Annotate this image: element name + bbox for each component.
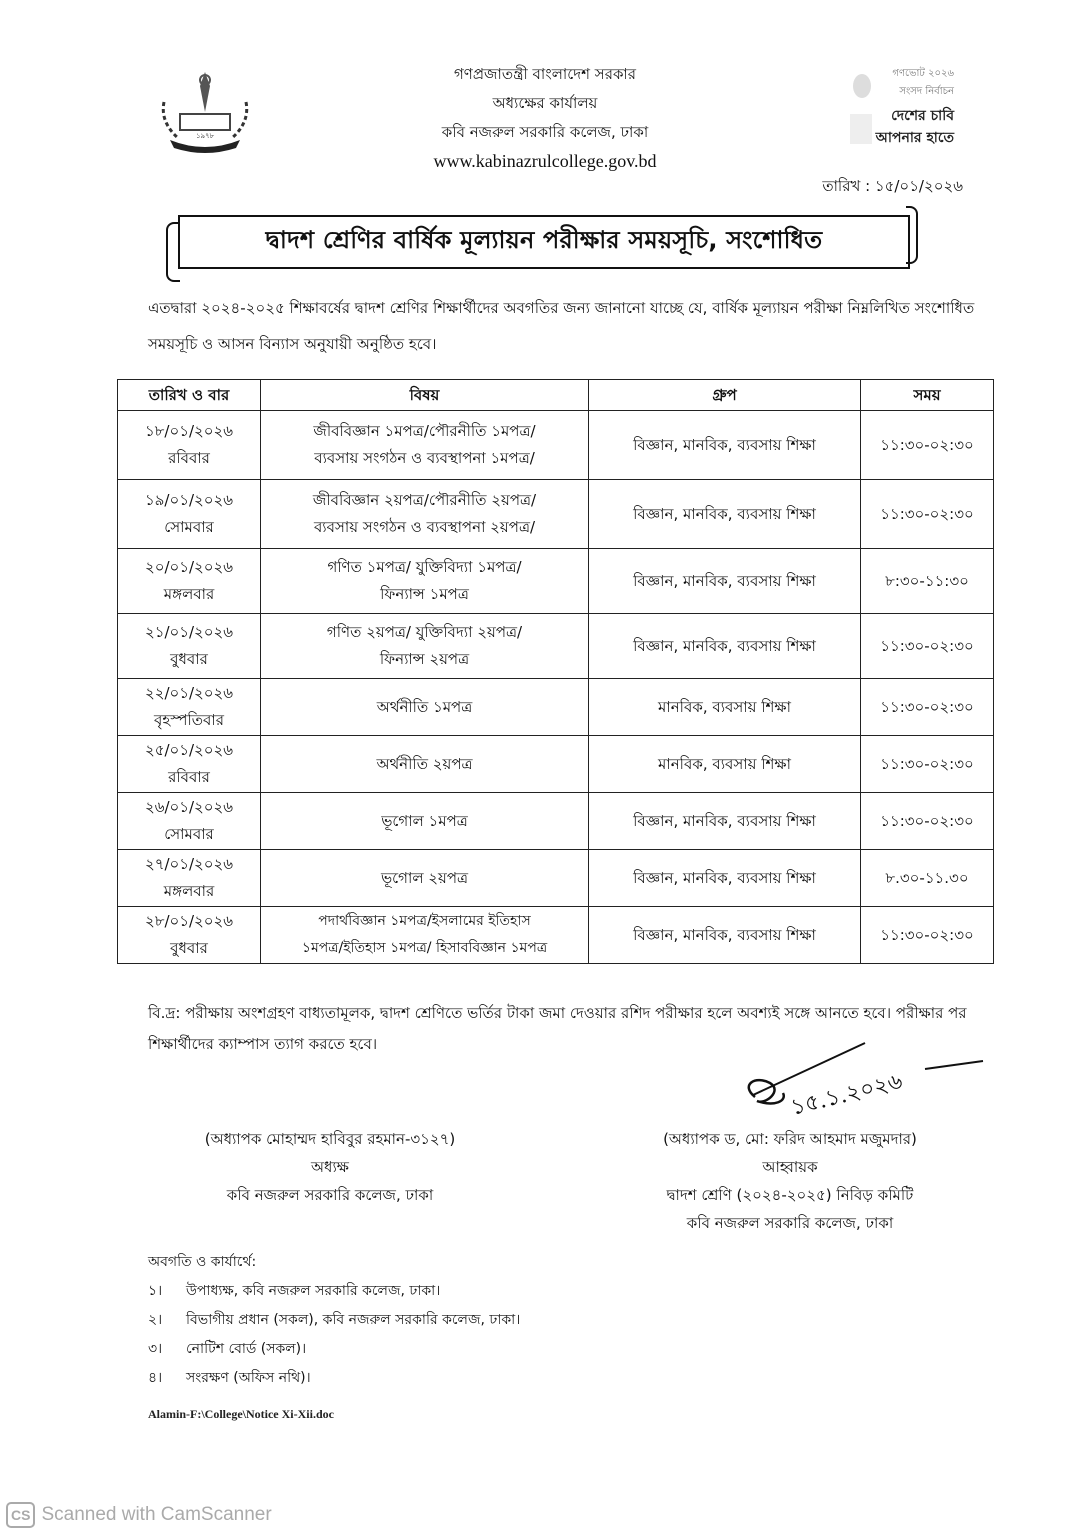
college-name: কবি নজরুল সরকারি কলেজ, ঢাকা <box>441 123 649 141</box>
camscanner-text: Scanned with CamScanner <box>41 1504 272 1525</box>
table-row <box>118 480 994 549</box>
group-cell: বিজ্ঞান, মানবিক, ব্যবসায় শিক্ষা <box>589 614 861 679</box>
cc-item <box>148 1306 748 1335</box>
cc-number: ৩। <box>148 1341 163 1357</box>
exam-day: মঙ্গলবার <box>163 585 215 603</box>
thumbprint-icon <box>848 70 878 150</box>
exam-date: ২৭/০১/২০২৬ <box>144 855 234 873</box>
time-cell: ৮:৩০-১১:৩০ <box>861 549 994 614</box>
office-header <box>370 60 720 176</box>
signatory-convener <box>600 1125 980 1237</box>
exam-day: বুধবার <box>170 650 208 668</box>
subject-cell <box>261 614 589 679</box>
exam-day: সোমবার <box>164 825 214 843</box>
time-cell: ১১:৩০-০২:৩০ <box>861 793 994 850</box>
date-cell <box>118 549 261 614</box>
date-cell <box>118 411 261 480</box>
table-row <box>118 679 994 736</box>
table-row <box>118 907 994 964</box>
table-header-row <box>118 380 994 411</box>
principal-institution: কবি নজরুল সরকারি কলেজ, ঢাকা <box>226 1186 434 1204</box>
subject-cell: ভূগোল ২য়পত্র <box>261 850 589 907</box>
col-header-time: সময় <box>861 380 994 411</box>
subject-cell: অর্থনীতি ২য়পত্র <box>261 736 589 793</box>
subject-cell <box>261 411 589 480</box>
exam-schedule-table <box>117 379 994 964</box>
group-cell: বিজ্ঞান, মানবিক, ব্যবসায় শিক্ষা <box>589 793 861 850</box>
cc-number: ৪। <box>148 1370 163 1386</box>
subject-line: ফিন্যান্স ১মপত্র <box>380 585 469 603</box>
subject-line: জীববিজ্ঞান ১মপত্র/পৌরনীতি ১মপত্র/ <box>313 422 536 440</box>
subject-cell: ভূগোল ১মপত্র <box>261 793 589 850</box>
subject-line: পদার্থবিজ্ঞান ১মপত্র/ইসলামের ইতিহাস <box>318 913 531 929</box>
principal-name: (অধ্যাপক মোহাম্মদ হাবিবুর রহমান-৩১২৭) <box>204 1130 456 1148</box>
election-line-1: গণভোট ২০২৬ <box>892 68 954 79</box>
college-crest-icon <box>150 62 260 154</box>
col-header-date: তারিখ ও বার <box>118 380 261 411</box>
election-line-3: দেশের চাবি <box>891 108 954 124</box>
subject-line: জীববিজ্ঞান ২য়পত্র/পৌরনীতি ২য়পত্র/ <box>312 491 537 509</box>
date-cell <box>118 907 261 964</box>
group-cell: মানবিক, ব্যবসায় শিক্ষা <box>589 679 861 736</box>
subject-line: গণিত ২য়পত্র/ যুক্তিবিদ্যা ২য়পত্র/ <box>326 623 523 641</box>
subject-line: ব্যবসায় সংগঠন ও ব্যবস্থাপনা ২য়পত্র/ <box>313 518 536 536</box>
subject-cell <box>261 549 589 614</box>
cc-item <box>148 1277 748 1306</box>
time-cell: ১১:৩০-০২:৩০ <box>861 679 994 736</box>
exam-day: বুধবার <box>170 939 208 957</box>
camscanner-logo-icon: CS <box>6 1502 35 1528</box>
col-header-subject: বিষয় <box>261 380 589 411</box>
convener-institution: কবি নজরুল সরকারি কলেজ, ঢাকা <box>686 1214 894 1232</box>
table-row <box>118 411 994 480</box>
subject-cell <box>261 480 589 549</box>
exam-date: ১৯/০১/২০২৬ <box>144 491 234 509</box>
svg-text:১৯৭৮: ১৯৭৮ <box>196 132 215 140</box>
subject-line: ফিন্যান্স ২য়পত্র <box>379 650 470 668</box>
date-cell <box>118 480 261 549</box>
exam-date: ২০/০১/২০২৬ <box>144 558 234 576</box>
cc-item <box>148 1335 748 1364</box>
convener-designation: আহ্বায়ক <box>762 1158 818 1176</box>
col-header-group: গ্রুপ <box>589 380 861 411</box>
convener-committee: দ্বাদশ শ্রেণি (২০২৪-২০২৫) নিবিড় কমিটি <box>666 1186 914 1204</box>
important-note: বি.দ্র: পরীক্ষায় অংশগ্রহণ বাধ্যতামূলক, দ্বাদশ শ্রেণিতে ভর্তির টাকা জমা দেওয়ার রশিদ পরীক্ষার হলে অবশ্যই সঙ্গে আনতে হবে। পরীক্ষার পর শিক্ষার্থীদের ক্যাম্পাস ত্যাগ করতে হবে। <box>148 1004 967 1053</box>
group-cell: বিজ্ঞান, মানবিক, ব্যবসায় শিক্ষা <box>589 850 861 907</box>
exam-date: ১৮/০১/২০২৬ <box>144 422 234 440</box>
principal-designation: অধ্যক্ষ <box>311 1158 349 1176</box>
cc-number: ১। <box>148 1283 163 1299</box>
time-cell: ১১:৩০-০২:৩০ <box>861 907 994 964</box>
scroll-right-curl <box>906 206 918 264</box>
notice-date: তারিখ : ১৫/০১/২০২৬ <box>822 177 963 195</box>
exam-date: ২৮/০১/২০২৬ <box>144 912 234 930</box>
signatory-principal <box>150 1125 510 1209</box>
cc-heading: অবগতি ও কার্যার্থে: <box>148 1254 257 1270</box>
handwritten-signature-icon <box>735 1035 995 1120</box>
subject-cell: অর্থনীতি ১মপত্র <box>261 679 589 736</box>
subject-line: গণিত ১মপত্র/ যুক্তিবিদ্যা ১মপত্র/ <box>327 558 522 576</box>
table-row <box>118 614 994 679</box>
time-cell: ১১:৩০-০২:৩০ <box>861 411 994 480</box>
group-cell: বিজ্ঞান, মানবিক, ব্যবসায় শিক্ষা <box>589 549 861 614</box>
subject-cell <box>261 907 589 964</box>
exam-day: রবিবার <box>168 449 210 467</box>
group-cell: বিজ্ঞান, মানবিক, ব্যবসায় শিক্ষা <box>589 480 861 549</box>
table-row <box>118 793 994 850</box>
notice-title-banner <box>178 215 910 269</box>
cc-text: বিভাগীয় প্রধান (সকল), কবি নজরুল সরকারি কলেজ, ঢাকা। <box>186 1312 521 1328</box>
exam-date: ২১/০১/২০২৬ <box>144 623 234 641</box>
cc-text: নোটিশ বোর্ড (সকল)। <box>186 1341 307 1357</box>
cc-text: সংরক্ষণ (অফিস নথি)। <box>186 1370 311 1386</box>
election-line-2: সংসদ নির্বাচন <box>899 86 954 97</box>
date-cell <box>118 793 261 850</box>
subject-line: ১মপত্র/ইতিহাস ১মপত্র/ হিসাববিজ্ঞান ১মপত্র <box>301 940 548 956</box>
time-cell: ১১:৩০-০২:৩০ <box>861 480 994 549</box>
group-cell: মানবিক, ব্যবসায় শিক্ষা <box>589 736 861 793</box>
document-file-path: Alamin-F:\College\Notice Xi-Xii.doc <box>148 1407 334 1421</box>
cc-number: ২। <box>148 1312 163 1328</box>
signature-date: ১৫.১.২০২৬ <box>788 1068 906 1120</box>
govt-name: গণপ্রজাতন্ত্রী বাংলাদেশ সরকার <box>453 65 637 83</box>
table-row <box>118 549 994 614</box>
camscanner-watermark <box>6 1502 272 1528</box>
office-name: অধ্যক্ষের কার্যালয় <box>492 94 598 112</box>
exam-day: সোমবার <box>164 518 214 536</box>
college-website-link[interactable]: www.kabinazrulcollege.gov.bd <box>433 151 657 171</box>
cc-text: উপাধ্যক্ষ, কবি নজরুল সরকারি কলেজ, ঢাকা। <box>186 1283 441 1299</box>
time-cell: ১১:৩০-০২:৩০ <box>861 736 994 793</box>
intro-paragraph: এতদ্বারা ২০২৪-২০২৫ শিক্ষাবর্ষের দ্বাদশ শ্রেণির শিক্ষার্থীদের অবগতির জন্য জানানো যাচ্ছে যে, বার্ষিক মূল্যায়ন পরীক্ষা নিম্নলিখিত সংশোধিত সময়সূচি ও আসন বিন্যাস অনুযায়ী অনুষ্ঠিত হবে। <box>148 299 975 353</box>
subject-line: ব্যবসায় সংগঠন ও ব্যবস্থাপনা ১মপত্র/ <box>314 449 535 467</box>
election-line-4: আপনার হাতে <box>875 130 954 146</box>
exam-date: ২২/০১/২০২৬ <box>144 684 234 702</box>
time-cell: ৮.৩০-১১.৩০ <box>861 850 994 907</box>
table-row <box>118 850 994 907</box>
cc-list <box>148 1248 748 1393</box>
exam-day: বৃহস্পতিবার <box>154 711 224 729</box>
date-cell <box>118 679 261 736</box>
date-cell <box>118 850 261 907</box>
group-cell: বিজ্ঞান, মানবিক, ব্যবসায় শিক্ষা <box>589 907 861 964</box>
exam-date: ২৫/০১/২০২৬ <box>144 741 234 759</box>
date-cell <box>118 736 261 793</box>
group-cell: বিজ্ঞান, মানবিক, ব্যবসায় শিক্ষা <box>589 411 861 480</box>
date-cell <box>118 614 261 679</box>
exam-day: রবিবার <box>168 768 210 786</box>
exam-date: ২৬/০১/২০২৬ <box>144 798 234 816</box>
convener-name: (অধ্যাপক ড, মো: ফরিদ আহমাদ মজুমদার) <box>663 1130 917 1148</box>
notice-title: দ্বাদশ শ্রেণির বার্ষিক মূল্যায়ন পরীক্ষার সময়সূচি, সংশোধিত <box>265 226 823 254</box>
time-cell: ১১:৩০-০২:৩০ <box>861 614 994 679</box>
exam-day: মঙ্গলবার <box>163 882 215 900</box>
cc-item <box>148 1364 748 1393</box>
table-row <box>118 736 994 793</box>
election-badge <box>848 64 958 160</box>
